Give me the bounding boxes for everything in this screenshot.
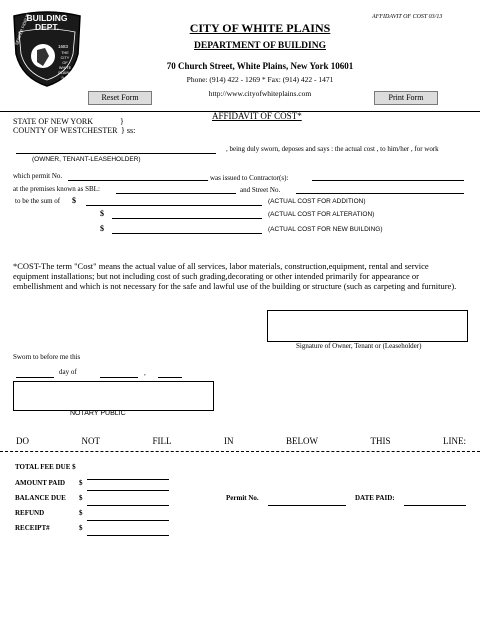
owner-name-field[interactable]	[16, 153, 216, 154]
balance-due-label: BALANCE DUE	[15, 494, 66, 502]
sworn-text: , being duly sworn, deposes and says : the actual cost , to him/her , for work	[226, 145, 439, 153]
do-not-fill-word: NOT	[81, 436, 100, 446]
amount-paid-label: AMOUNT PAID	[15, 479, 66, 487]
cost-new-building-label: (ACTUAL COST FOR NEW BUILDING)	[268, 226, 383, 233]
do-not-fill-word: LINE:	[443, 436, 466, 446]
do-not-fill-divider	[0, 451, 480, 452]
venue-state: STATE OF NEW YORK	[13, 117, 94, 126]
owner-label: (OWNER, TENANT-LEASEHOLDER)	[32, 156, 141, 163]
signature-label: Signature of Owner, Tenant or (Leaseholder)	[296, 342, 422, 350]
website: http://www.cityofwhiteplains.com	[208, 89, 312, 98]
cost-alteration-field[interactable]	[112, 218, 262, 219]
office-permit-no-field[interactable]	[268, 505, 346, 506]
receipt-label: RECEIPT#	[15, 524, 50, 532]
amount-paid-field-top[interactable]	[87, 479, 169, 480]
contractor-field[interactable]	[312, 180, 464, 181]
venue-county: COUNTY OF WESTCHESTER	[13, 126, 118, 135]
logo-city: THE CITY OF WHITE PLAINS N.Y.	[58, 51, 72, 80]
print-form-button[interactable]: Print Form	[374, 91, 438, 105]
balance-due-dollar: $	[79, 494, 83, 502]
amount-paid-dollar: $	[79, 479, 83, 487]
sworn-year-field[interactable]	[158, 377, 182, 378]
logo-year: 1683	[58, 44, 69, 49]
notary-field[interactable]	[13, 381, 214, 411]
cost-definition: *COST-The term "Cost" means the actual value of all services, labor materials, construction,equipment, rental and service equipment installations; but not including cost of such grading,decorating or other intended primarily for appearance or embellishment and which is not necessary for the safe and lawful use of the building or structure (such as carpeting and furniture).	[13, 261, 457, 291]
street-no-label: and Street No.	[240, 186, 281, 194]
balance-due-field[interactable]	[87, 505, 169, 506]
dollar-sign-addition: $	[72, 196, 76, 205]
do-not-fill-banner	[16, 436, 466, 446]
logo-title: BUILDING DEPT.	[26, 13, 68, 32]
refund-dollar: $	[79, 509, 83, 517]
sum-of-label: to be the sum of	[15, 197, 61, 205]
amount-paid-field[interactable]	[87, 490, 169, 491]
date-paid-label: DATE PAID:	[355, 494, 395, 502]
reset-form-button[interactable]: Reset Form	[88, 91, 152, 105]
logo-motto: SEMPER FIDELIS	[14, 12, 31, 46]
day-of-label: day of	[59, 368, 77, 376]
date-paid-field[interactable]	[404, 505, 466, 506]
building-dept-logo	[10, 10, 84, 88]
dollar-sign-new: $	[100, 224, 104, 233]
receipt-field[interactable]	[87, 535, 169, 536]
refund-label: REFUND	[15, 509, 45, 517]
affidavit-title: AFFIDAVIT OF COST*	[212, 111, 302, 121]
premises-label: at the premises known as SBL:	[13, 185, 100, 193]
do-not-fill-word: THIS	[370, 436, 391, 446]
street-no-field[interactable]	[296, 193, 464, 194]
issued-to-label: was issued to Contractor(s):	[210, 174, 289, 182]
cost-addition-label: (ACTUAL COST FOR ADDITION)	[268, 198, 366, 205]
sworn-month-field[interactable]	[100, 377, 138, 378]
sbl-field[interactable]	[116, 193, 236, 194]
city-title: CITY OF WHITE PLAINS	[189, 21, 331, 35]
do-not-fill-word: BELOW	[286, 436, 318, 446]
receipt-dollar: $	[79, 524, 83, 532]
cost-addition-field[interactable]	[86, 205, 262, 206]
do-not-fill-word: DO	[16, 436, 29, 446]
notary-label: NOTARY PUBLIC	[70, 410, 126, 417]
total-fee-label: TOTAL FEE DUE $	[15, 463, 76, 471]
address: 70 Church Street, White Plains, New York 10601	[166, 61, 354, 71]
signature-field[interactable]	[267, 310, 468, 342]
permit-number-field[interactable]	[68, 180, 208, 181]
department-title: DEPARTMENT OF BUILDING	[194, 41, 326, 51]
dollar-sign-alteration: $	[100, 209, 104, 218]
cost-new-building-field[interactable]	[112, 233, 262, 234]
form-id: AFFIDAVIT OF COST 03/13	[372, 14, 443, 20]
phone-fax: Phone: (914) 422 - 1269 * Fax: (914) 422 - 1471	[186, 75, 334, 84]
refund-field[interactable]	[87, 520, 169, 521]
comma: ,	[144, 369, 146, 377]
do-not-fill-word: FILL	[152, 436, 172, 446]
do-not-fill-word: IN	[224, 436, 234, 446]
venue-brace-2: } ss:	[121, 126, 136, 135]
sworn-day-field[interactable]	[16, 377, 54, 378]
which-permit-label: which permit No.	[13, 172, 63, 180]
permit-no-label: Permit No.	[226, 494, 259, 502]
sworn-before-label: Sworn to before me this	[13, 353, 81, 361]
cost-alteration-label: (ACTUAL COST FOR ALTERATION)	[268, 211, 375, 218]
venue-brace-1: }	[120, 117, 124, 126]
